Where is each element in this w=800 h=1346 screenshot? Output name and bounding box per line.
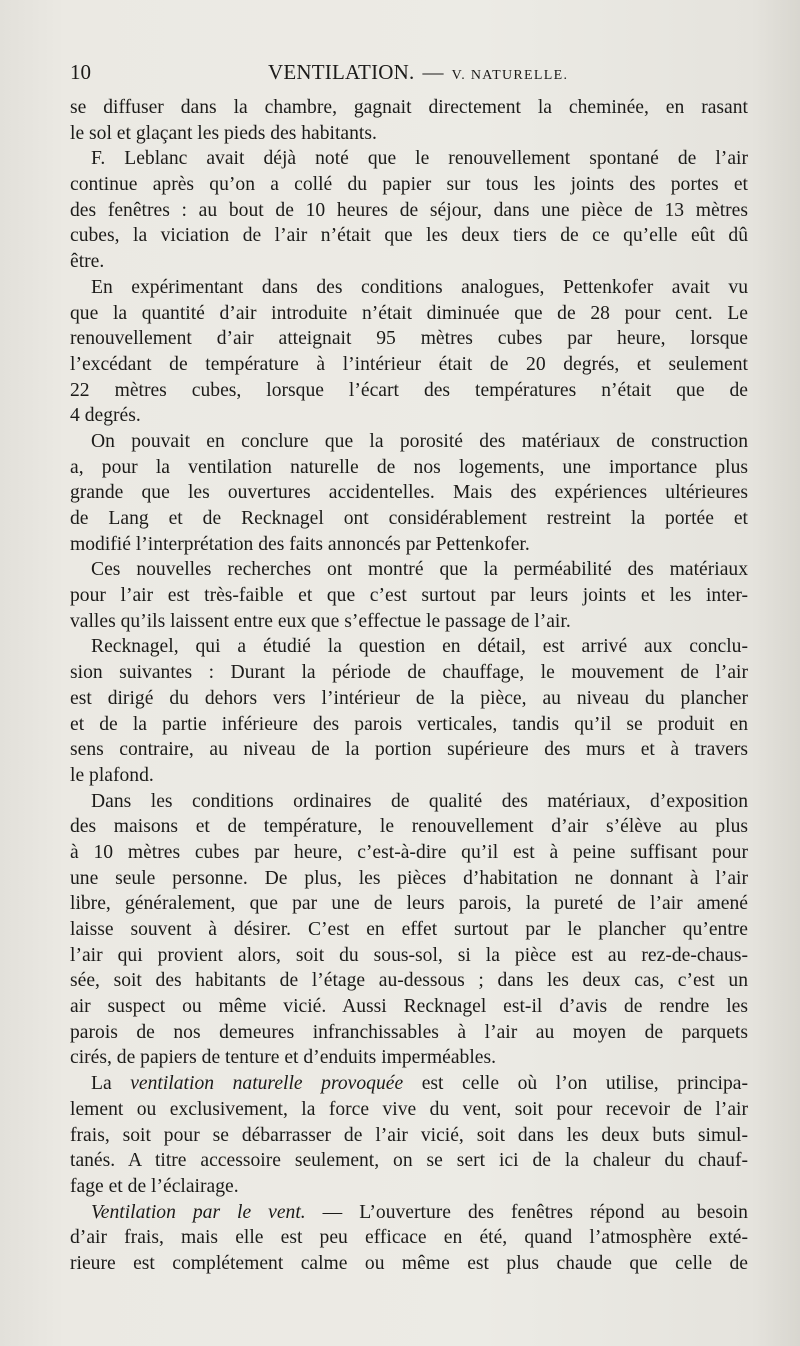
paragraph (70, 634, 748, 788)
text-line: sée, soit des habitants de l’étage au-dessous ; dans les deux cas, c’est un (70, 970, 748, 992)
text-line: être. (70, 251, 105, 273)
text-line: pour l’air est très-faible et que c’est surtout par leurs joints et les inter- (70, 585, 748, 607)
paragraph (70, 1200, 748, 1277)
line-rest: est celle où l’on utilise, principa- (403, 1073, 748, 1095)
text-line: fage et de l’éclairage. (70, 1175, 239, 1197)
paragraph (70, 95, 748, 146)
text-line: parois de nos demeures infranchissables à l’air au moyen de parquets (70, 1021, 748, 1043)
text-line: que la quantité d’air introduite n’était diminuée que de 28 pour cent. Le (70, 302, 748, 324)
italic-term: ventilation naturelle provoquée (130, 1073, 404, 1095)
text-line (70, 1071, 748, 1097)
text-line: modifié l’interprétation des faits annoncés par Pettenkofer. (70, 533, 530, 555)
line-rest: — L’ouverture des fenêtres répond au besoin (305, 1201, 748, 1223)
text-line: sens contraire, au niveau de la portion supérieure des murs et à travers (70, 739, 748, 761)
text-line: de Lang et de Recknagel ont considérablement restreint la portée et (70, 508, 748, 529)
paragraph (70, 1071, 748, 1199)
text-line: valles qu’ils laissent entre eux que s’effectue le passage de l’air. (70, 610, 571, 632)
running-title (268, 60, 568, 85)
text-line: des fenêtres : au bout de 10 heures de séjour, dans une pièce de 13 mètres (70, 199, 748, 221)
text-line: renouvellement d’air atteignait 95 mètres cubes par heure, lorsque (70, 328, 748, 350)
text-line: lement ou exclusivement, la force vive du vent, soit pour recevoir de l’air (70, 1098, 748, 1120)
running-title-sub: V. NATURELLE. (451, 68, 569, 83)
text-line: Dans les conditions ordinaires de qualité des matériaux, d’exposition (91, 790, 748, 812)
text-line: des maisons et de température, le renouvellement d’air s’élève au plus (70, 816, 748, 838)
running-title-dash: — (422, 60, 444, 84)
text-line: Ces nouvelles recherches ont montré que la perméabilité des matériaux (91, 559, 748, 581)
text-line: grande que les ouvertures accidentelles. Mais des expériences ultérieures (70, 482, 748, 504)
text-line: sion suivantes : Durant la période de chauffage, le mouvement de l’air (70, 662, 748, 684)
paragraph (70, 557, 748, 634)
text-line: se diffuser dans la chambre, gagnait directement la cheminée, en rasant (70, 97, 748, 118)
text-line: rieure est complétement calme ou même est plus chaude que celle de (70, 1252, 748, 1274)
text-line: à 10 mètres cubes par heure, c’est-à-dire qu’il est à peine suffisant pour (70, 841, 748, 863)
text-line: 4 degrés. (70, 405, 141, 427)
text-line: cirés, de papiers de tenture et d’enduits imperméables. (70, 1047, 497, 1069)
text-line: a, pour la ventilation naturelle de nos logements, une importance plus (70, 456, 748, 478)
running-title-main: VENTILATION. (268, 60, 415, 84)
text-line: l’air qui provient alors, soit du sous-sol, si la pièce est au rez-de-chaus- (70, 944, 748, 966)
text-line: laisse souvent à désirer. C’est en effet surtout par le plancher qu’entre (70, 919, 748, 940)
section-heading: Ventilation par le vent. (91, 1201, 306, 1223)
lead-text: La (91, 1073, 131, 1095)
text-line: continue après qu’on a collé du papier sur tous les joints des portes et (70, 174, 748, 196)
body-text (70, 95, 748, 1277)
page-number: 10 (70, 60, 91, 84)
text-line: d’air frais, mais elle est peu efficace en été, quand l’atmosphère exté- (70, 1227, 748, 1249)
text-line: frais, soit pour se débarrasser de l’air vicié, soit dans les deux buts simul- (70, 1124, 748, 1146)
text-line: le sol et glaçant les pieds des habitants. (70, 122, 377, 144)
text-line: est dirigé du dehors vers l’intérieur de la pièce, au niveau du plancher (70, 687, 748, 709)
text-line: libre, généralement, que par une de leurs parois, la pureté de l’air amené (70, 893, 748, 915)
text-line: tanés. A titre accessoire seulement, on se sert ici de la chaleur du chauf- (70, 1150, 748, 1172)
text-line: et de la partie inférieure des parois verticales, tandis qu’il se produit en (70, 713, 748, 735)
text-line: On pouvait en conclure que la porosité des matériaux de construction (91, 430, 748, 452)
paragraph (70, 275, 748, 429)
text-line: le plafond. (70, 764, 154, 786)
paragraph (70, 789, 748, 1072)
running-header (70, 60, 748, 88)
text-line: En expérimentant dans des conditions analogues, Pettenkofer avait vu (91, 276, 748, 298)
paragraph (70, 429, 748, 557)
text-line (70, 1200, 748, 1226)
text-line: cubes, la viciation de l’air n’était que les deux tiers de ce qu’elle eût dû (70, 225, 748, 247)
text-line: air suspect ou même vicié. Aussi Recknagel est-il d’avis de rendre les (70, 996, 748, 1018)
text-line: Recknagel, qui a étudié la question en détail, est arrivé aux conclu- (91, 636, 748, 658)
paragraph (70, 146, 748, 274)
text-line: l’excédant de température à l’intérieur était de 20 degrés, et seulement (70, 353, 748, 375)
text-line: 22 mètres cubes, lorsque l’écart des températures n’était que de (70, 379, 748, 401)
text-line: F. Leblanc avait déjà noté que le renouvellement spontané de l’air (91, 148, 748, 170)
text-line: une seule personne. De plus, les pièces d’habitation ne donnant à l’air (70, 867, 748, 889)
